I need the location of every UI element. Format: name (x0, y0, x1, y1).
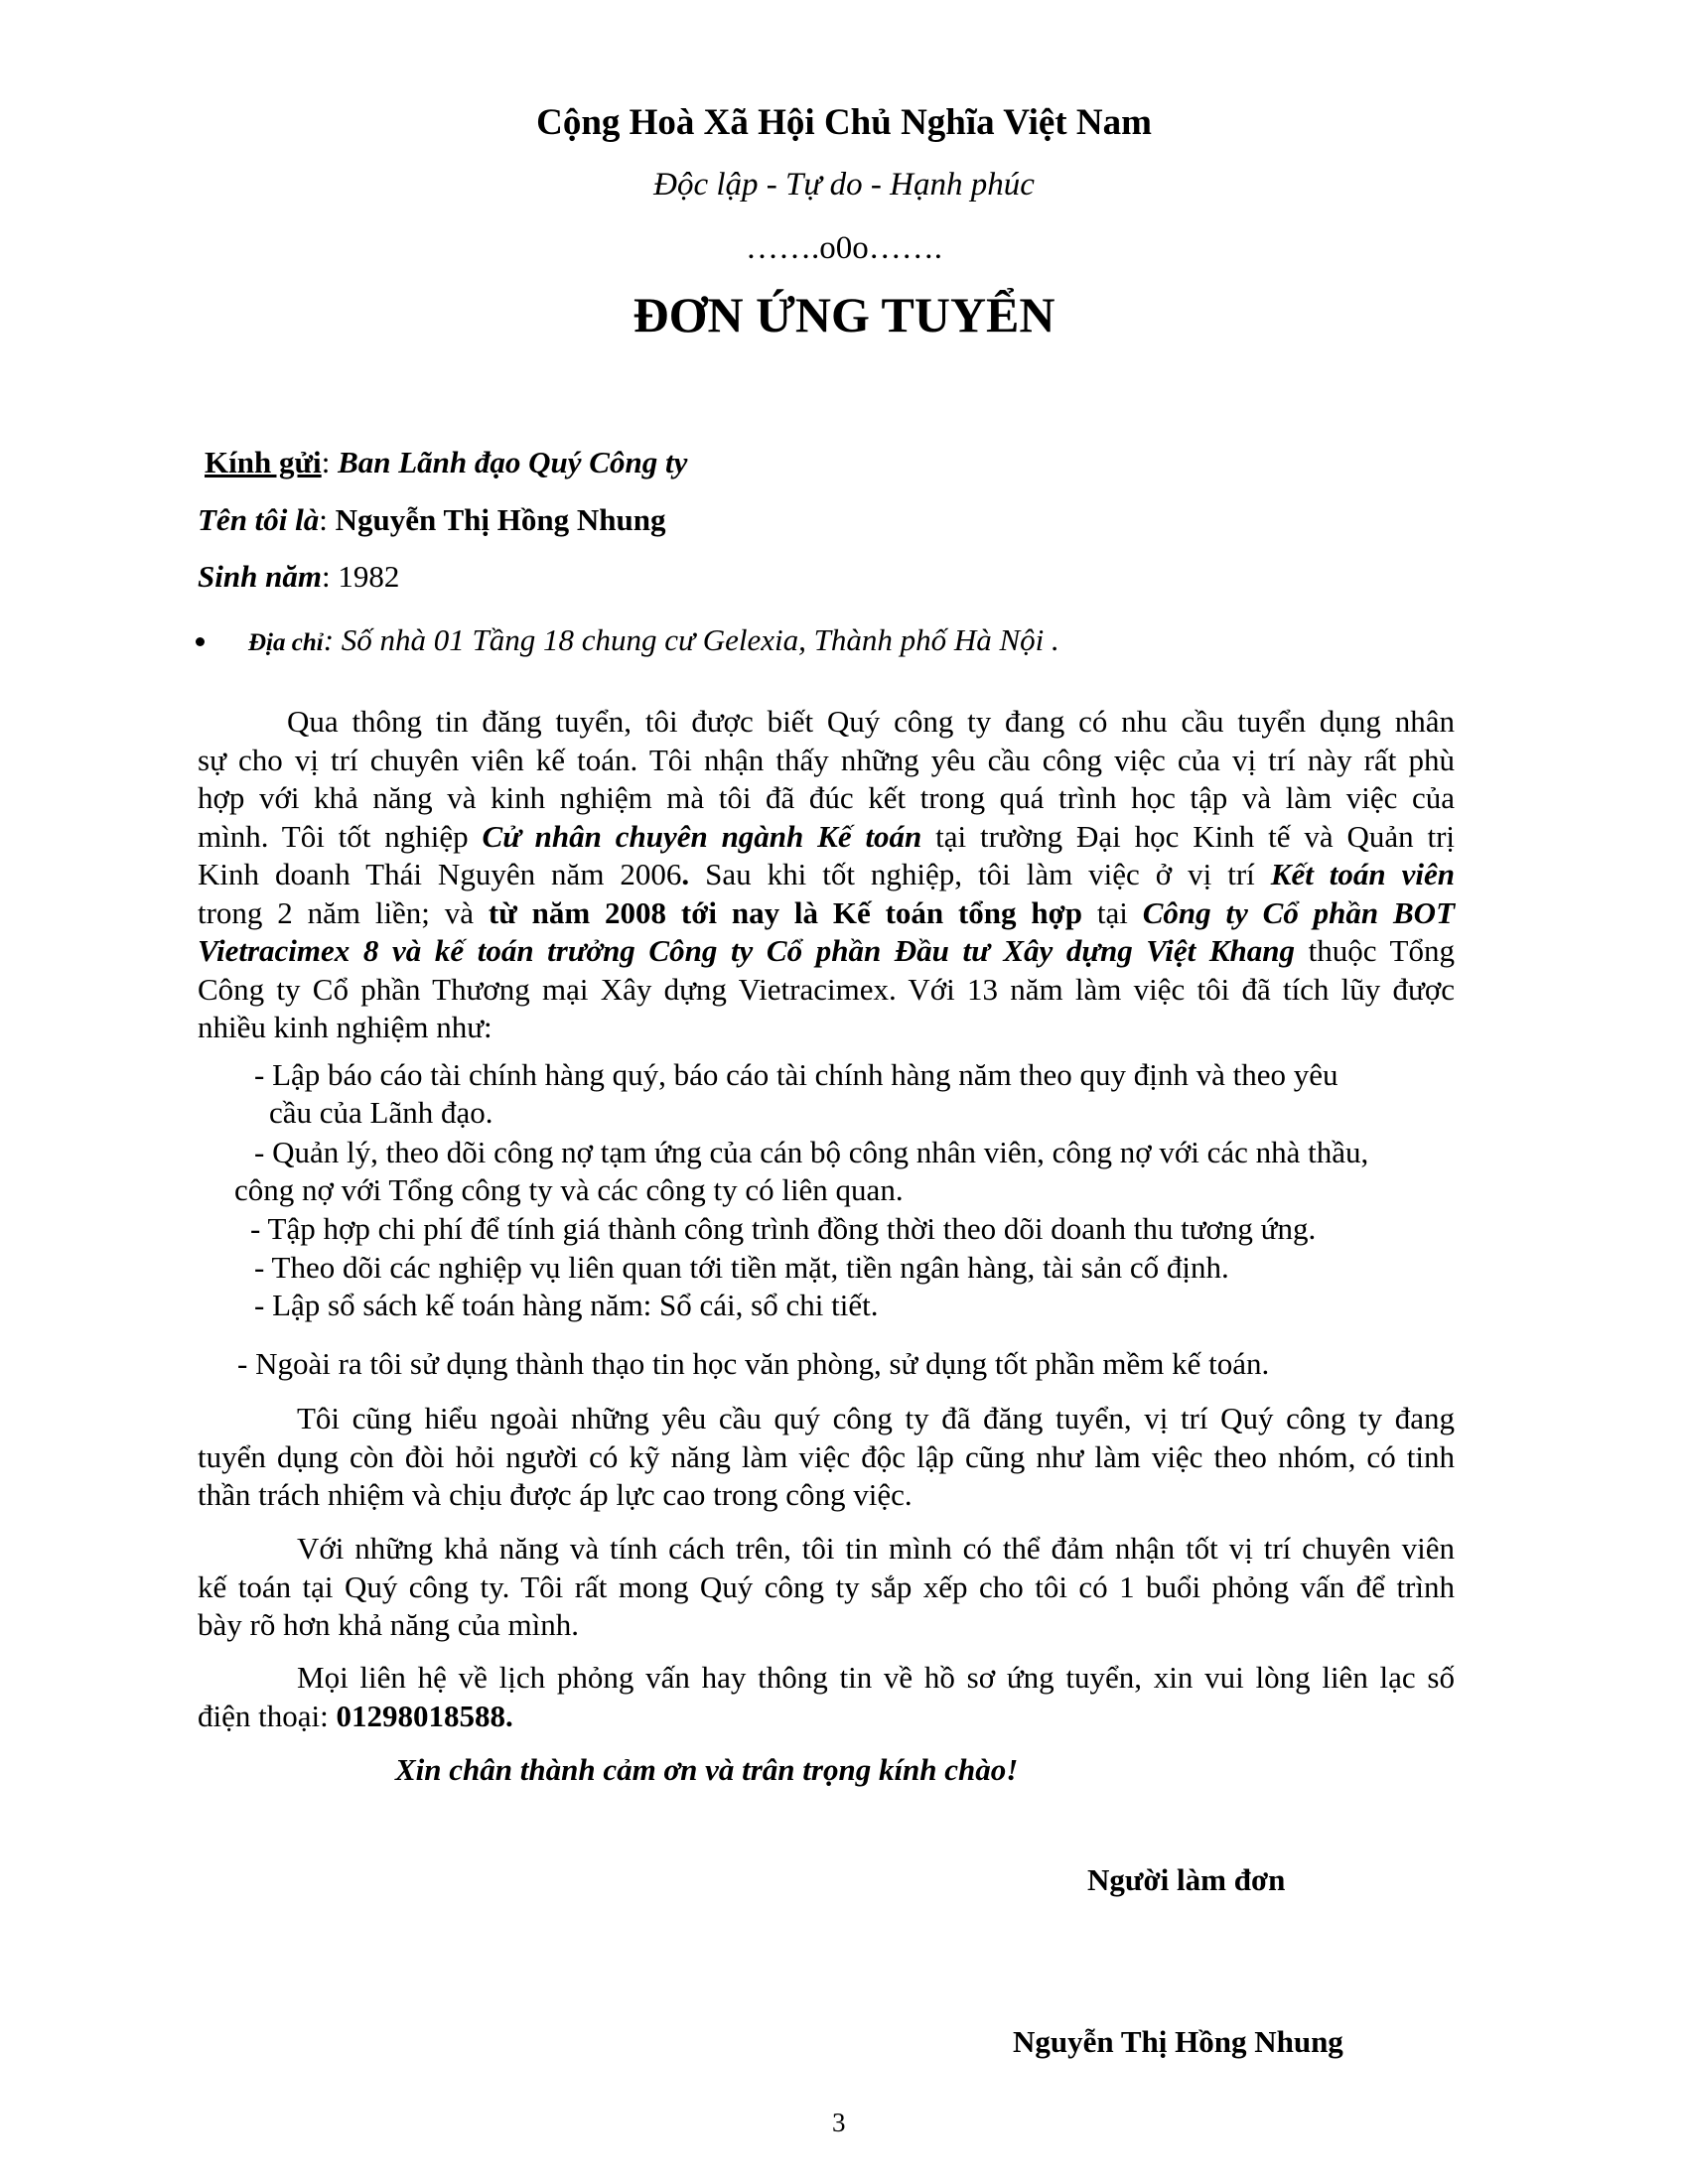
recipient-line: Kính gửi: Ban Lãnh đạo Quý Công ty (205, 445, 688, 479)
company-emphasis: Vietracimex 8 và kế toán trưởng Công ty Cổ phần Đầu tư Xây dựng Việt Khang (198, 933, 1296, 968)
name-value: Nguyễn Thị Hồng Nhung (335, 502, 666, 537)
list-item: - Theo dõi các nghiệp vụ liên quan tới tiền mặt, tiền ngân hàng, tài sản cố định. (254, 1250, 1229, 1285)
address-value: Số nhà 01 Tầng 18 chung cư Gelexia, Thành phố Hà Nội . (341, 622, 1059, 657)
birth-value: 1982 (338, 559, 400, 594)
list-item: cầu của Lãnh đạo. (269, 1095, 493, 1130)
recipient-value: Ban Lãnh đạo Quý Công ty (338, 445, 688, 479)
phone-number: 01298018588. (336, 1698, 513, 1733)
bullet-icon (196, 637, 205, 646)
list-item: - Quản lý, theo dõi công nợ tạm ứng của cán bộ công nhân viên, công nợ với các nhà thầu, (254, 1135, 1369, 1169)
list-item: - Tập hợp chi phí để tính giá thành công trình đồng thời theo dõi doanh thu tương ứng. (250, 1211, 1317, 1246)
first-position-emphasis: Kết toán viên (1270, 857, 1456, 891)
skills-paragraph: Tôi cũng hiểu ngoài những yêu cầu quý công ty đã đăng tuyển, vị trí Quý công ty đang tuyển dụng còn đòi hỏi người có kỹ năng làm việc độc lập cũng như làm việc theo nhóm, có tinh thần trách nhiệm và chịu được áp lực cao trong công việc. (198, 1401, 1455, 1512)
recipient-label: Kính gửi (205, 445, 322, 479)
national-title: Cộng Hoà Xã Hội Chủ Nghĩa Việt Nam (536, 102, 1152, 143)
national-motto: Độc lập - Tự do - Hạnh phúc (653, 167, 1035, 203)
list-item: - Lập sổ sách kế toán hàng năm: Sổ cái, sổ chi tiết. (254, 1288, 879, 1322)
list-item: - Lập báo cáo tài chính hàng quý, báo cáo tài chính hàng năm theo quy định và theo yêu (254, 1057, 1338, 1092)
closing-line: Xin chân thành cảm ơn và trân trọng kính chào! (395, 1752, 1019, 1787)
applicant-name-line: Tên tôi là: Nguyễn Thị Hồng Nhung (198, 502, 666, 537)
list-item: công nợ với Tổng công ty và các công ty có liên quan. (234, 1172, 904, 1207)
request-paragraph: Với những khả năng và tính cách trên, tôi tin mình có thể đảm nhận tốt vị trí chuyên viên kế toán tại Quý công ty. Tôi rất mong Quý công ty sắp xếp cho tôi có 1 buổi phỏng vấn để trình bày rõ hơn khả năng của mình. (198, 1531, 1455, 1642)
birth-year-line: Sinh năm: 1982 (198, 559, 400, 594)
page-number: 3 (832, 2108, 846, 2137)
signature-label: Người làm đơn (1087, 1862, 1286, 1897)
contact-paragraph: Mọi liên hệ về lịch phỏng vấn hay thông tin về hồ sơ ứng tuyển, xin vui lòng liên lạc số điện thoại: 01298018588. (198, 1660, 1455, 1733)
current-position-emphasis: từ năm 2008 tới nay là Kế toán tổng hợp (488, 894, 1083, 930)
signature-name: Nguyễn Thị Hồng Nhung (1013, 2024, 1343, 2059)
address-label: Địa chỉ (248, 629, 324, 656)
header-decoration: …….o0o……. (746, 230, 942, 266)
list-item: - Ngoài ra tôi sử dụng thành thạo tin học văn phòng, sử dụng tốt phần mềm kế toán. (237, 1346, 1270, 1381)
degree-emphasis: Cử nhân chuyên ngành Kế toán (482, 818, 922, 854)
intro-paragraph: Qua thông tin đăng tuyển, tôi được biết Quý công ty đang có nhu cầu tuyển dụng nhân sự cho vị trí chuyên viên kế toán. Tôi nhận thấy những yêu cầu công việc của vị trí này rất phù hợp với khả năng và kinh nghiệm mà tôi đã đúc kết trong quá trình học tập và làm việc của mình. Tôi tốt nghiệp Cử nhân chuyên ngành Kế toán tại trường Đại học Kinh tế và Quản trị Kinh doanh Thái Nguyên năm 2006. Sau khi tốt nghiệp, tôi làm việc ở vị trí Kết toán viên trong 2 năm liền; và từ năm 2008 tới nay là Kế toán tổng hợp tại Công ty Cổ phần BOT Vietracimex 8 và kế toán trưởng Công ty Cổ phần Đầu tư Xây dựng Việt Khang thuộc Tổng Công ty Cổ phần Thương mại Xây dựng Vietracimex. Với 13 năm làm việc tôi đã tích lũy được nhiều kinh nghiệm như: (198, 704, 1456, 1044)
name-label: Tên tôi là (198, 502, 320, 537)
address-line: Địa chỉ: Số nhà 01 Tầng 18 chung cư Gelexia, Thành phố Hà Nội . (248, 622, 1059, 657)
document-title: ĐƠN ỨNG TUYỂN (633, 287, 1055, 342)
birth-label: Sinh năm (198, 559, 322, 594)
